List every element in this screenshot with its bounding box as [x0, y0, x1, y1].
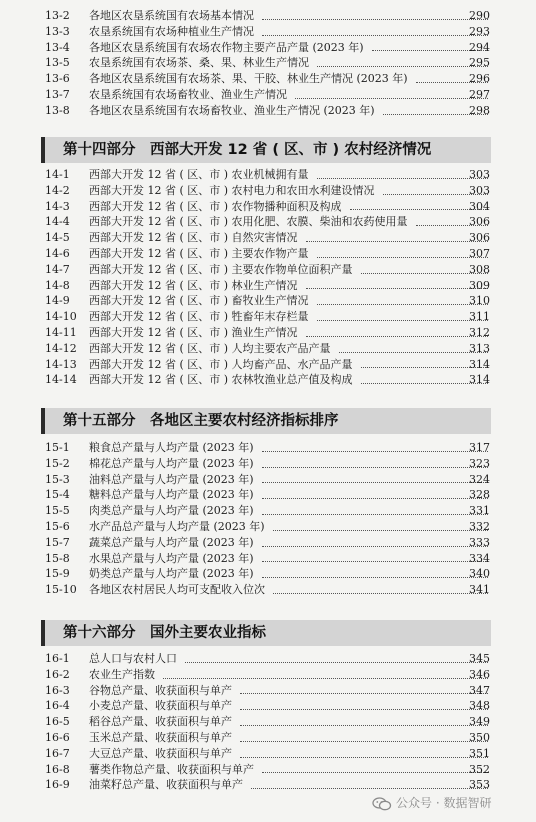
watermark-text: 公众号 · 数据智研: [396, 796, 492, 810]
entry-page: 298: [469, 103, 490, 117]
entry-title: 西部大开发 12 省 ( 区、市 ) 渔业生产情况: [89, 326, 302, 339]
entry-number: 14-11: [45, 325, 77, 339]
entry-title: 西部大开发 12 省 ( 区、市 ) 人均主要农产品产量: [89, 342, 335, 355]
entry-title: 西部大开发 12 省 ( 区、市 ) 农村电力和农田水利建设情况: [89, 184, 379, 197]
entry-number: 15-2: [45, 456, 70, 470]
entry-title: 小麦总产量、收获面积与单产: [89, 699, 236, 712]
entry-number: 16-4: [45, 699, 70, 713]
entry-page: 295: [469, 56, 490, 70]
entry-title: 农垦系统国有农场畜牧业、渔业生产情况: [89, 88, 291, 101]
entry-number: 13-6: [45, 72, 70, 86]
entry-number: 14-13: [45, 357, 77, 371]
entry-number: 15-3: [45, 472, 70, 486]
toc-entry[interactable]: [0, 372, 536, 388]
entry-title-wrap: [89, 503, 258, 519]
entry-title-wrap: [89, 714, 236, 730]
entry-page: 310: [469, 294, 490, 308]
entry-page: 323: [469, 456, 490, 470]
entry-title-wrap: [89, 698, 236, 714]
entry-title-wrap: [89, 24, 258, 40]
entry-title-wrap: [89, 87, 291, 103]
entry-page: 303: [469, 168, 490, 181]
entry-number: 16-6: [45, 730, 70, 744]
entry-page: 353: [469, 778, 490, 792]
entry-title-wrap: [89, 230, 302, 246]
entry-page: 328: [469, 488, 490, 502]
entry-title: 西部大开发 12 省 ( 区、市 ) 人均畜产品、水产品产量: [89, 358, 357, 371]
entry-title: 各地区农垦系统国有农场基本情况: [89, 9, 258, 22]
entry-title: 西部大开发 12 省 ( 区、市 ) 农林牧渔业总产值及构成: [89, 373, 357, 386]
entry-page: 348: [469, 699, 490, 713]
dot-leader: [262, 451, 488, 468]
entry-title: 奶类总产量与人均产量 (2023 年): [89, 567, 258, 580]
entry-number: 16-9: [45, 778, 70, 792]
section-15-title: 第十五部分 各地区主要农村经济指标排序: [63, 413, 339, 429]
entry-title: 稻谷总产量、收获面积与单产: [89, 715, 236, 728]
wechat-icon: [372, 797, 392, 811]
entry-title: 粮食总产量与人均产量 (2023 年): [89, 441, 258, 454]
entry-title: 西部大开发 12 省 ( 区、市 ) 农用化肥、农膜、柴油和农药使用量: [89, 215, 412, 228]
entry-title: 各地区农垦系统国有农场茶、果、干胶、林业生产情况 (2023 年): [89, 72, 412, 85]
entry-title: 西部大开发 12 省 ( 区、市 ) 畜牧业生产情况: [89, 294, 313, 307]
entry-number: 14-7: [45, 262, 70, 276]
entry-title: 水果总产量与人均产量 (2023 年): [89, 552, 258, 565]
watermark: [372, 792, 491, 814]
dot-leader: [262, 546, 488, 563]
section-15-list: [0, 440, 536, 598]
section-15-header: [41, 408, 491, 434]
dot-leader: [273, 577, 488, 594]
dot-leader: [262, 467, 488, 484]
section-14-header: [41, 137, 491, 163]
entry-number: 14-10: [45, 310, 77, 324]
toc-entry[interactable]: [0, 582, 536, 598]
entry-number: 15-5: [45, 504, 70, 518]
entry-title: 西部大开发 12 省 ( 区、市 ) 牲畜年末存栏量: [89, 310, 313, 323]
entry-number: 16-1: [45, 652, 70, 665]
entry-number: 15-10: [45, 583, 77, 597]
entry-number: 15-6: [45, 519, 70, 533]
entry-page: 290: [469, 9, 490, 22]
entry-page: 349: [469, 715, 490, 729]
entry-title-wrap: [89, 582, 269, 598]
entry-title: 油菜籽总产量、收获面积与单产: [89, 778, 247, 791]
entry-page: 345: [469, 652, 490, 665]
entry-title: 西部大开发 12 省 ( 区、市 ) 农业机械拥有量: [89, 168, 313, 181]
entry-title: 西部大开发 12 省 ( 区、市 ) 主要农作物产量: [89, 247, 313, 260]
entry-page: 333: [469, 535, 490, 549]
dot-leader: [240, 693, 488, 710]
entry-page: 294: [469, 40, 490, 54]
dot-leader: [262, 435, 488, 452]
entry-number: 14-3: [45, 199, 70, 213]
entry-number: 16-8: [45, 762, 70, 776]
entry-page: 350: [469, 730, 490, 744]
entry-page: 296: [469, 72, 490, 86]
entry-title: 西部大开发 12 省 ( 区、市 ) 自然灾害情况: [89, 231, 302, 244]
entry-page: 347: [469, 683, 490, 697]
entry-page: 317: [469, 441, 490, 454]
entry-number: 14-4: [45, 215, 70, 229]
entry-title: 肉类总产量与人均产量 (2023 年): [89, 504, 258, 517]
entry-title: 农垦系统国有农场茶、桑、果、林业生产情况: [89, 56, 313, 69]
dot-leader: [262, 498, 488, 515]
entry-number: 15-7: [45, 535, 70, 549]
entry-title-wrap: [89, 55, 313, 71]
entry-title-wrap: [89, 762, 258, 778]
entry-number: 13-8: [45, 103, 70, 117]
entry-number: 14-12: [45, 341, 77, 355]
entry-title-wrap: [89, 746, 236, 762]
entry-title: 水产品总产量与人均产量 (2023 年): [89, 520, 269, 533]
entry-number: 16-3: [45, 683, 70, 697]
entry-title: 棉花总产量与人均产量 (2023 年): [89, 457, 258, 470]
dot-leader: [240, 678, 488, 695]
toc-entry[interactable]: [0, 777, 536, 793]
entry-number: 14-2: [45, 183, 70, 197]
entry-title-wrap: [89, 325, 302, 341]
entry-title-wrap: [89, 103, 379, 119]
section-14-title: 第十四部分 西部大开发 12 省 ( 区、市 ) 农村经济情况: [63, 142, 432, 158]
toc-entry[interactable]: [0, 103, 536, 119]
entry-title-wrap: [89, 730, 236, 746]
entry-number: 13-2: [45, 9, 70, 22]
dot-leader: [185, 646, 488, 663]
entry-page: 331: [469, 504, 490, 518]
entry-title: 糖料总产量与人均产量 (2023 年): [89, 488, 258, 501]
entry-title-wrap: [89, 440, 258, 456]
entry-page: 303: [469, 183, 490, 197]
dot-leader: [262, 3, 488, 20]
dot-leader: [273, 514, 488, 531]
entry-title: 各地区农垦系统国有农场农作物主要产品产量 (2023 年): [89, 41, 368, 54]
entry-title: 总人口与农村人口: [89, 652, 181, 665]
entry-number: 14-6: [45, 246, 70, 260]
entry-number: 14-9: [45, 294, 70, 308]
entry-number: 14-1: [45, 168, 70, 181]
entry-title-wrap: [89, 246, 313, 262]
entry-page: 304: [469, 199, 490, 213]
entry-title: 油料总产量与人均产量 (2023 年): [89, 473, 258, 486]
entry-title: 农垦系统国有农场种植业生产情况: [89, 25, 258, 38]
entry-title-wrap: [89, 293, 313, 309]
entry-number: 14-8: [45, 278, 70, 292]
entry-number: 15-4: [45, 488, 70, 502]
entry-page: 341: [469, 583, 490, 597]
entry-page: 309: [469, 278, 490, 292]
entry-title-wrap: [89, 551, 258, 567]
entry-title-wrap: [89, 167, 313, 183]
entry-title-wrap: [89, 487, 258, 503]
entry-title-wrap: [89, 667, 159, 683]
entry-page: 313: [469, 341, 490, 355]
entry-title-wrap: [89, 8, 258, 24]
section-13-list: [0, 8, 536, 119]
entry-page: 311: [469, 310, 490, 324]
entry-title-wrap: [89, 278, 302, 294]
entry-title: 西部大开发 12 省 ( 区、市 ) 主要农作物单位面积产量: [89, 263, 357, 276]
entry-title: 各地区农垦系统国有农场畜牧业、渔业生产情况 (2023 年): [89, 104, 379, 117]
entry-page: 314: [469, 357, 490, 371]
entry-title-wrap: [89, 372, 357, 388]
entry-number: 13-3: [45, 24, 70, 38]
entry-page: 306: [469, 215, 490, 229]
dot-leader: [262, 530, 488, 547]
entry-page: 308: [469, 262, 490, 276]
entry-page: 324: [469, 472, 490, 486]
entry-number: 14-14: [45, 373, 77, 387]
entry-page: 312: [469, 325, 490, 339]
section-16-list: [0, 651, 536, 793]
entry-number: 13-4: [45, 40, 70, 54]
entry-number: 16-7: [45, 746, 70, 760]
entry-page: 351: [469, 746, 490, 760]
entry-title-wrap: [89, 183, 379, 199]
entry-title-wrap: [89, 683, 236, 699]
entry-title: 谷物总产量、收获面积与单产: [89, 684, 236, 697]
entry-title-wrap: [89, 341, 335, 357]
section-14-list: [0, 167, 536, 388]
entry-number: 13-5: [45, 56, 70, 70]
dot-leader: [251, 772, 488, 789]
entry-page: 334: [469, 551, 490, 565]
section-16-title: 第十六部分 国外主要农业指标: [63, 625, 266, 641]
entry-title: 西部大开发 12 省 ( 区、市 ) 农作物播种面积及构成: [89, 200, 346, 213]
entry-title: 蔬菜总产量与人均产量 (2023 年): [89, 536, 258, 549]
dot-leader: [163, 662, 488, 679]
entry-title-wrap: [89, 472, 258, 488]
entry-page: 352: [469, 762, 490, 776]
entry-title-wrap: [89, 309, 313, 325]
entry-title: 农业生产指数: [89, 668, 159, 681]
entry-title-wrap: [89, 777, 247, 793]
entry-number: 13-7: [45, 87, 70, 101]
section-16-header: [41, 620, 491, 646]
entry-title: 大豆总产量、收获面积与单产: [89, 747, 236, 760]
entry-page: 297: [469, 87, 490, 101]
entry-page: 307: [469, 246, 490, 260]
entry-page: 340: [469, 567, 490, 581]
dot-leader: [262, 757, 488, 774]
entry-number: 15-9: [45, 567, 70, 581]
entry-number: 14-5: [45, 231, 70, 245]
entry-page: 346: [469, 667, 490, 681]
entry-title-wrap: [89, 199, 346, 215]
entry-title-wrap: [89, 357, 357, 373]
dot-leader: [240, 725, 488, 742]
dot-leader: [262, 482, 488, 499]
dot-leader: [240, 709, 488, 726]
dot-leader: [262, 561, 488, 578]
entry-title-wrap: [89, 566, 258, 582]
entry-number: 16-5: [45, 715, 70, 729]
entry-title: 各地区农村居民人均可支配收入位次: [89, 583, 269, 596]
entry-page: 306: [469, 231, 490, 245]
entry-title-wrap: [89, 535, 258, 551]
entry-page: 314: [469, 373, 490, 387]
entry-title: 西部大开发 12 省 ( 区、市 ) 林业生产情况: [89, 279, 302, 292]
entry-number: 15-1: [45, 441, 70, 454]
entry-title-wrap: [89, 456, 258, 472]
entry-title: 玉米总产量、收获面积与单产: [89, 731, 236, 744]
entry-title: 薯类作物总产量、收获面积与单产: [89, 763, 258, 776]
entry-title-wrap: [89, 519, 269, 535]
dot-leader: [262, 19, 488, 36]
entry-page: 293: [469, 24, 490, 38]
entry-number: 15-8: [45, 551, 70, 565]
entry-number: 16-2: [45, 667, 70, 681]
dot-leader: [240, 741, 488, 758]
entry-page: 332: [469, 519, 490, 533]
